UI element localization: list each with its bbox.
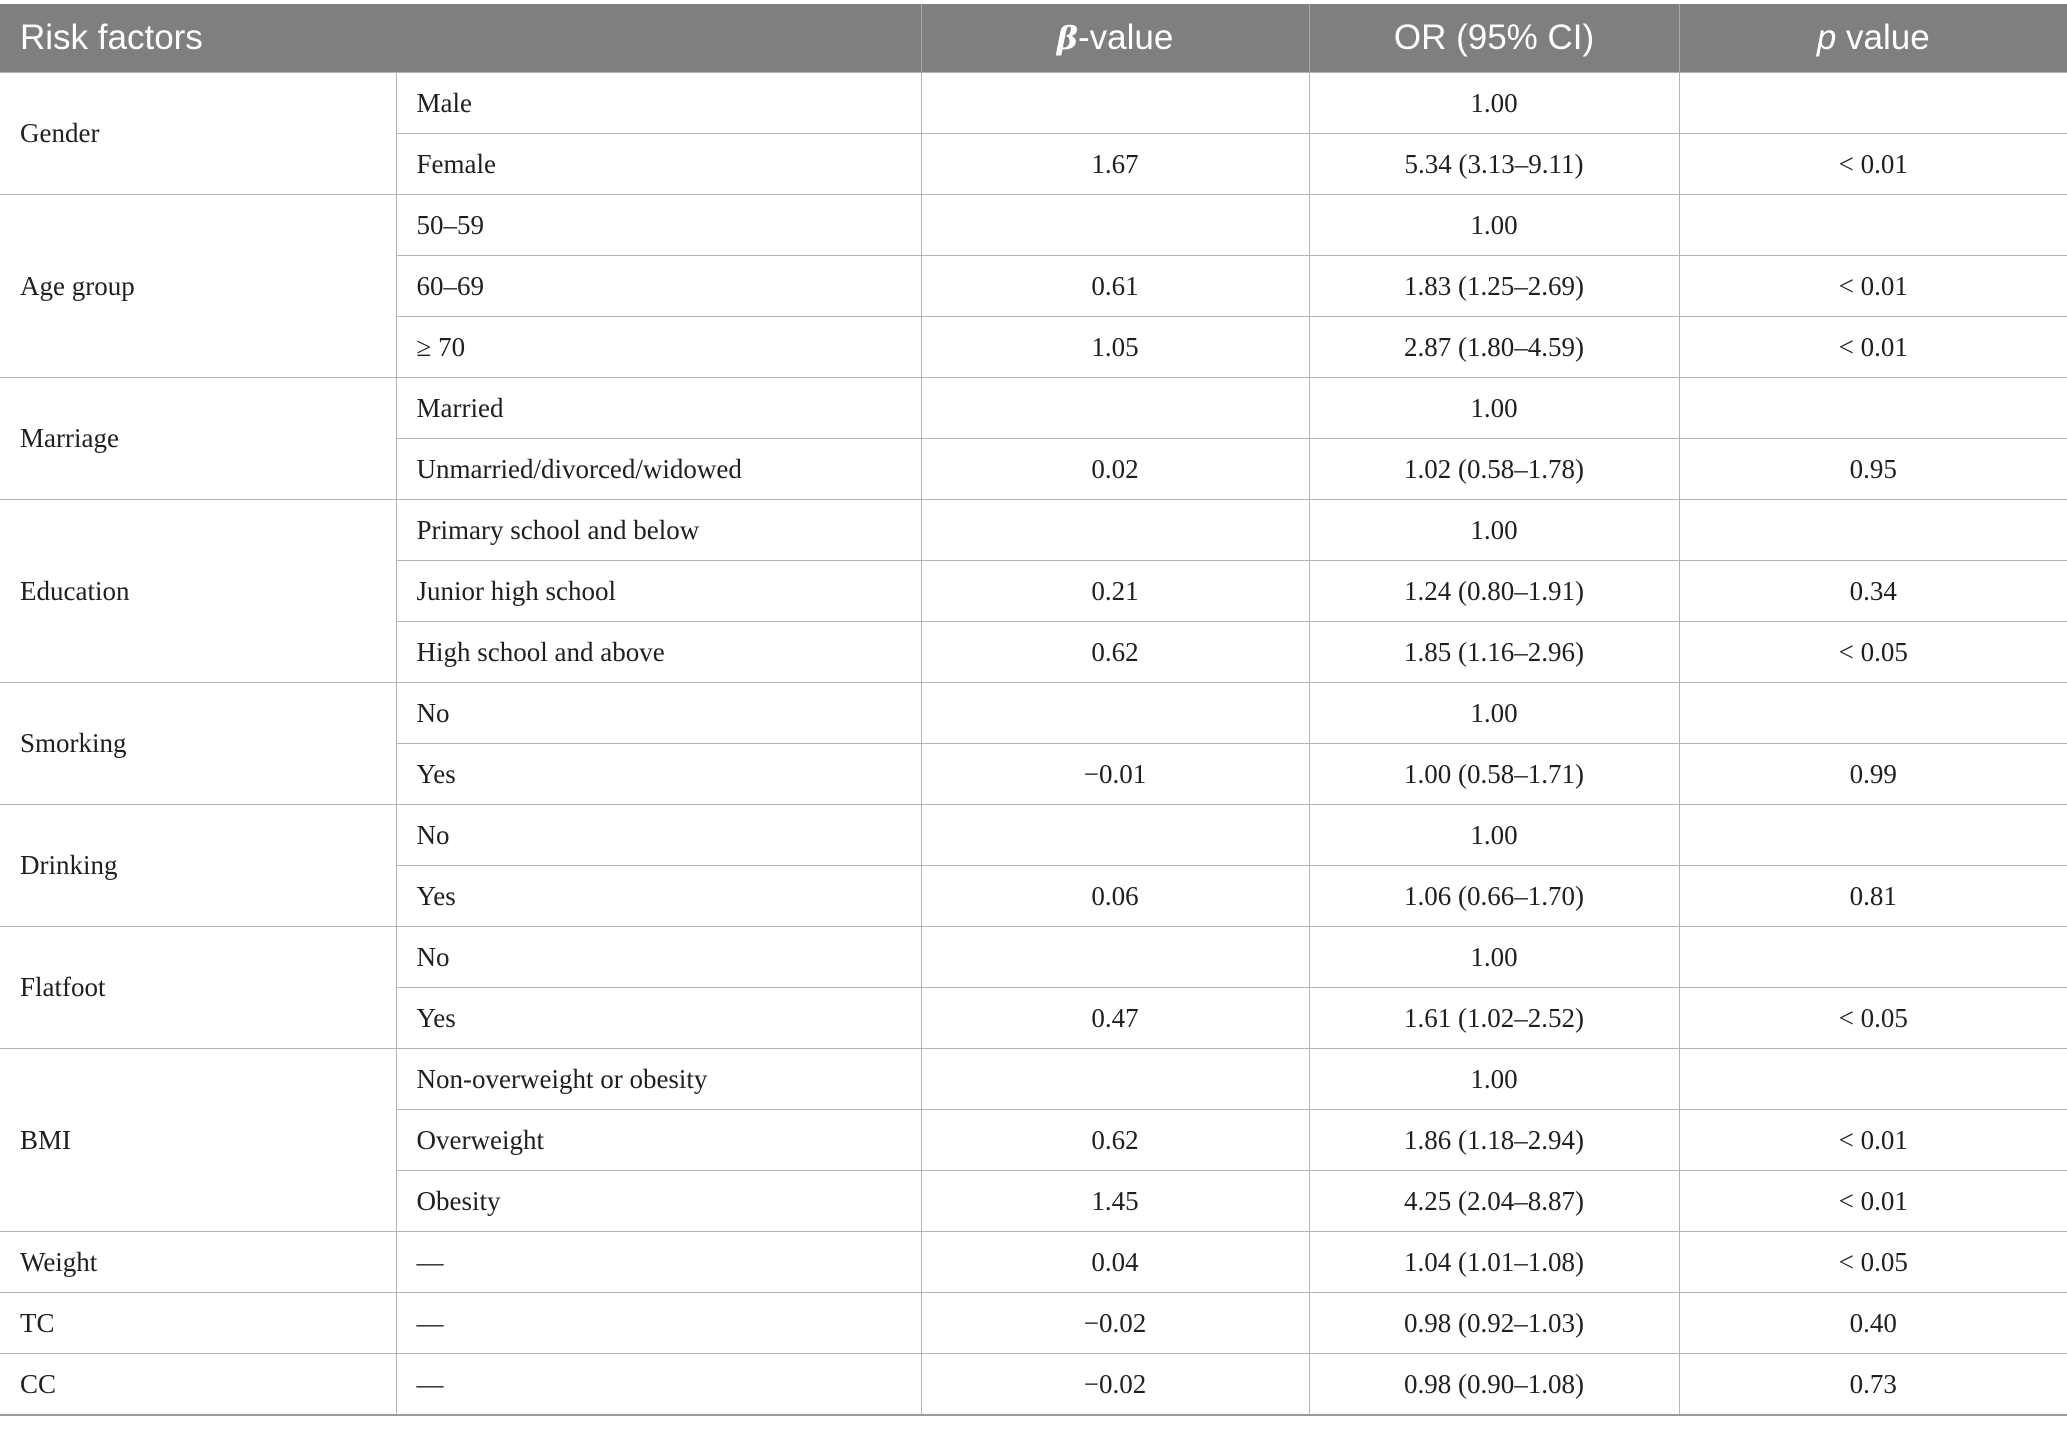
p-cell: 0.40 <box>1679 1293 2067 1354</box>
or-cell: 2.87 (1.80–4.59) <box>1309 317 1679 378</box>
beta-cell: −0.02 <box>921 1293 1309 1354</box>
or-cell: 1.00 <box>1309 927 1679 988</box>
or-cell: 1.00 (0.58–1.71) <box>1309 744 1679 805</box>
beta-cell <box>921 927 1309 988</box>
beta-cell <box>921 73 1309 134</box>
table-row <box>0 378 2067 439</box>
p-cell: < 0.01 <box>1679 1110 2067 1171</box>
p-cell: < 0.05 <box>1679 1232 2067 1293</box>
table-row <box>0 1049 2067 1110</box>
beta-symbol: β <box>1056 19 1078 57</box>
level-cell: No <box>396 683 921 744</box>
or-cell: 1.24 (0.80–1.91) <box>1309 561 1679 622</box>
level-cell: Junior high school <box>396 561 921 622</box>
or-cell: 1.61 (1.02–2.52) <box>1309 988 1679 1049</box>
level-cell: Non-overweight or obesity <box>396 1049 921 1110</box>
level-cell: Married <box>396 378 921 439</box>
beta-cell <box>921 805 1309 866</box>
p-cell: < 0.05 <box>1679 622 2067 683</box>
beta-cell: −0.01 <box>921 744 1309 805</box>
level-cell: ≥ 70 <box>396 317 921 378</box>
level-cell: Yes <box>396 988 921 1049</box>
p-cell <box>1679 378 2067 439</box>
table-row <box>0 1232 2067 1293</box>
p-cell: < 0.01 <box>1679 256 2067 317</box>
p-cell: < 0.05 <box>1679 988 2067 1049</box>
level-cell: 50–59 <box>396 195 921 256</box>
or-cell: 5.34 (3.13–9.11) <box>1309 134 1679 195</box>
beta-suffix: -value <box>1077 18 1174 57</box>
level-cell: Yes <box>396 744 921 805</box>
beta-cell: 1.05 <box>921 317 1309 378</box>
factor-cell: TC <box>0 1293 396 1354</box>
beta-cell: 1.67 <box>921 134 1309 195</box>
p-cell: < 0.01 <box>1679 317 2067 378</box>
beta-cell: 0.62 <box>921 622 1309 683</box>
p-cell: < 0.01 <box>1679 134 2067 195</box>
table-row <box>0 805 2067 866</box>
p-cell <box>1679 1049 2067 1110</box>
p-cell: 0.99 <box>1679 744 2067 805</box>
beta-cell: 0.06 <box>921 866 1309 927</box>
level-cell: Male <box>396 73 921 134</box>
factor-cell: Flatfoot <box>0 927 396 1049</box>
beta-cell: 0.62 <box>921 1110 1309 1171</box>
header-risk-factors: Risk factors <box>0 4 921 73</box>
factor-cell: Marriage <box>0 378 396 500</box>
factor-cell: Weight <box>0 1232 396 1293</box>
level-cell: Obesity <box>396 1171 921 1232</box>
p-cell: 0.34 <box>1679 561 2067 622</box>
or-cell: 1.00 <box>1309 500 1679 561</box>
header-or-ci: OR (95% CI) <box>1309 4 1679 73</box>
level-cell: High school and above <box>396 622 921 683</box>
beta-cell: −0.02 <box>921 1354 1309 1416</box>
table-row <box>0 195 2067 256</box>
table-row <box>0 1293 2067 1354</box>
table-row <box>0 1354 2067 1416</box>
level-cell: — <box>396 1293 921 1354</box>
beta-cell <box>921 683 1309 744</box>
table-row <box>0 683 2067 744</box>
or-cell: 1.00 <box>1309 195 1679 256</box>
or-cell: 1.06 (0.66–1.70) <box>1309 866 1679 927</box>
or-cell: 0.98 (0.92–1.03) <box>1309 1293 1679 1354</box>
factor-cell: Education <box>0 500 396 683</box>
p-cell <box>1679 805 2067 866</box>
header-p-value <box>1679 4 2067 73</box>
beta-cell: 0.61 <box>921 256 1309 317</box>
beta-cell: 0.21 <box>921 561 1309 622</box>
or-cell: 0.98 (0.90–1.08) <box>1309 1354 1679 1416</box>
p-cell <box>1679 73 2067 134</box>
level-cell: — <box>396 1232 921 1293</box>
p-cell: 0.95 <box>1679 439 2067 500</box>
p-cell <box>1679 500 2067 561</box>
p-suffix: value <box>1836 18 1930 57</box>
beta-cell: 0.04 <box>921 1232 1309 1293</box>
p-cell <box>1679 195 2067 256</box>
level-cell: Primary school and below <box>396 500 921 561</box>
table-row <box>0 927 2067 988</box>
level-cell: Unmarried/divorced/widowed <box>396 439 921 500</box>
factor-cell: Gender <box>0 73 396 195</box>
beta-cell: 1.45 <box>921 1171 1309 1232</box>
or-cell: 1.83 (1.25–2.69) <box>1309 256 1679 317</box>
beta-cell: 0.02 <box>921 439 1309 500</box>
table-row <box>0 73 2067 134</box>
p-cell: 0.81 <box>1679 866 2067 927</box>
or-cell: 1.02 (0.58–1.78) <box>1309 439 1679 500</box>
factor-cell: Age group <box>0 195 396 378</box>
risk-factors-table <box>0 4 2067 1416</box>
header-beta-value <box>921 4 1309 73</box>
factor-cell: CC <box>0 1354 396 1416</box>
factor-cell: Drinking <box>0 805 396 927</box>
or-cell: 1.85 (1.16–2.96) <box>1309 622 1679 683</box>
level-cell: No <box>396 927 921 988</box>
table-header <box>0 4 2067 73</box>
or-cell: 1.86 (1.18–2.94) <box>1309 1110 1679 1171</box>
beta-cell: 0.47 <box>921 988 1309 1049</box>
beta-cell <box>921 1049 1309 1110</box>
level-cell: No <box>396 805 921 866</box>
factor-cell: Smorking <box>0 683 396 805</box>
p-cell <box>1679 927 2067 988</box>
level-cell: 60–69 <box>396 256 921 317</box>
p-cell: < 0.01 <box>1679 1171 2067 1232</box>
p-cell <box>1679 683 2067 744</box>
header-row <box>0 4 2067 73</box>
or-cell: 1.00 <box>1309 73 1679 134</box>
or-cell: 1.00 <box>1309 1049 1679 1110</box>
or-cell: 1.00 <box>1309 683 1679 744</box>
level-cell: Yes <box>396 866 921 927</box>
or-cell: 4.25 (2.04–8.87) <box>1309 1171 1679 1232</box>
table-row <box>0 500 2067 561</box>
factor-cell: BMI <box>0 1049 396 1232</box>
beta-cell <box>921 500 1309 561</box>
level-cell: Female <box>396 134 921 195</box>
table-body <box>0 73 2067 1416</box>
level-cell: — <box>396 1354 921 1416</box>
p-symbol: p <box>1816 18 1837 57</box>
level-cell: Overweight <box>396 1110 921 1171</box>
or-cell: 1.04 (1.01–1.08) <box>1309 1232 1679 1293</box>
beta-cell <box>921 378 1309 439</box>
or-cell: 1.00 <box>1309 378 1679 439</box>
or-cell: 1.00 <box>1309 805 1679 866</box>
beta-cell <box>921 195 1309 256</box>
p-cell: 0.73 <box>1679 1354 2067 1416</box>
